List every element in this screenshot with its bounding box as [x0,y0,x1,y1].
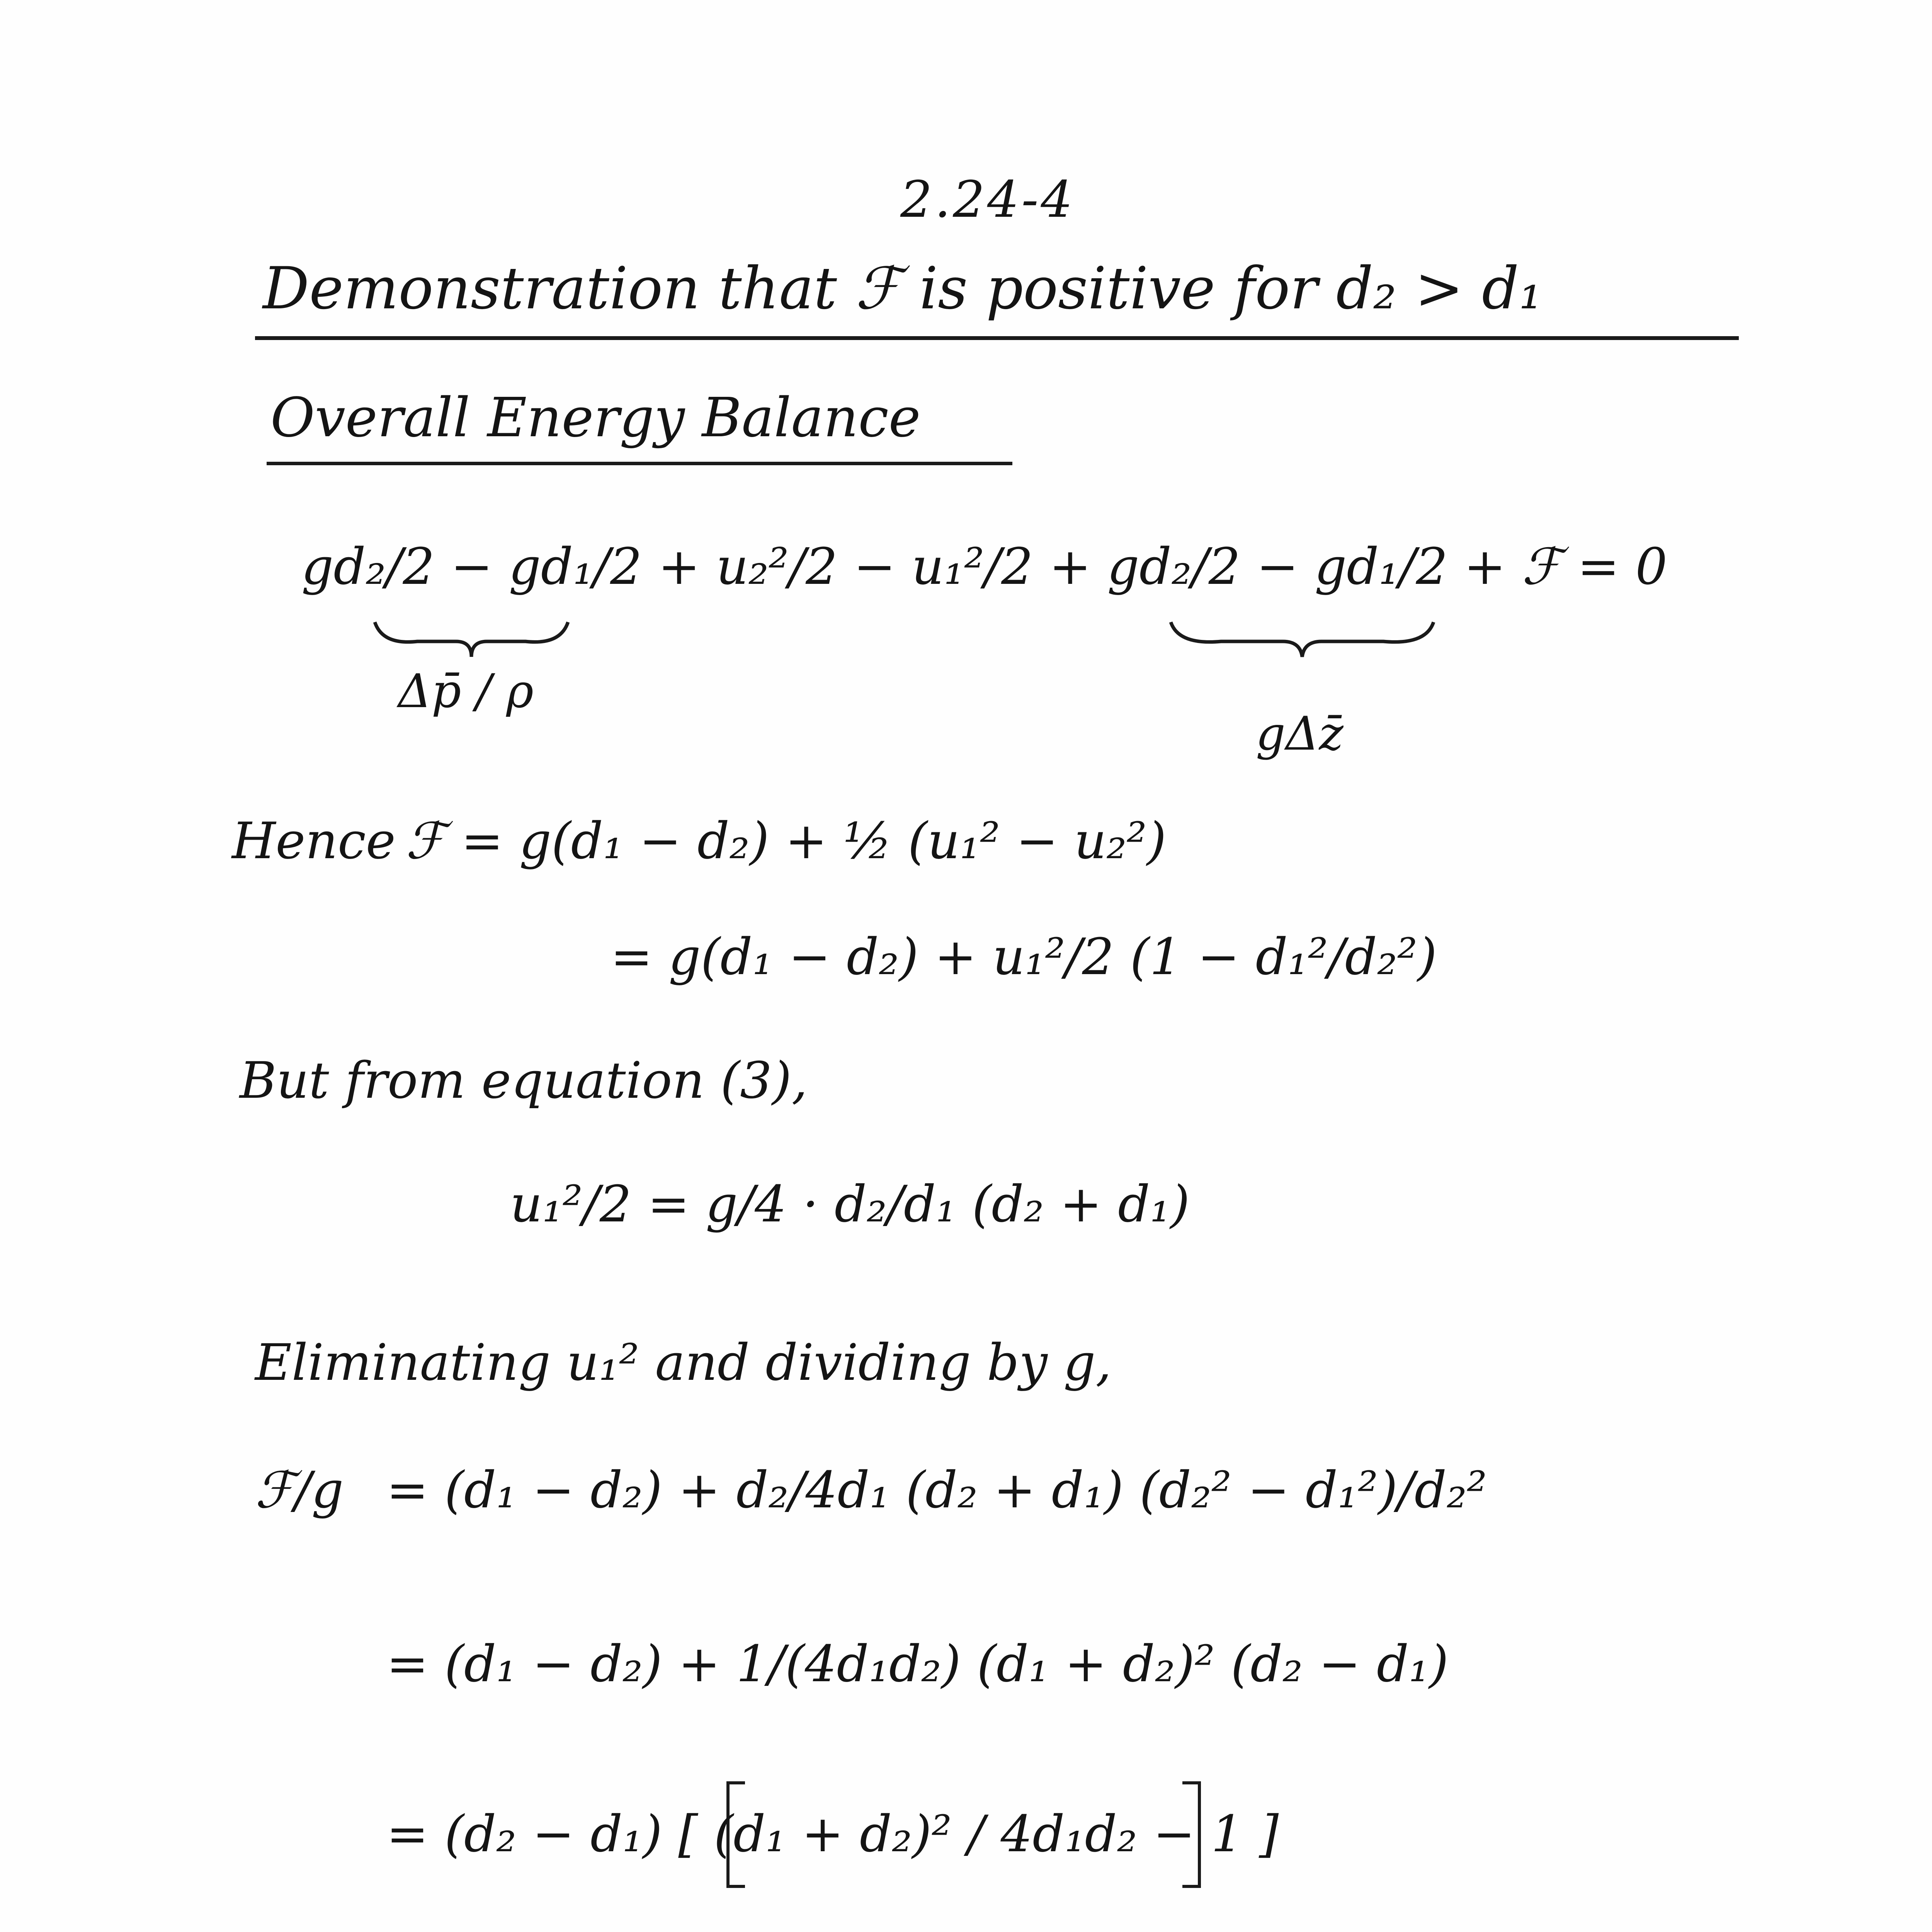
eliminating-text: Eliminating u₁² and dividing by g, [255,1333,1112,1392]
section-title: Demonstration that ℱ is positive for d₂ > d₁ [263,255,1543,322]
brace-right [1167,614,1437,661]
title-underline [255,336,1739,340]
from-equation-text: But from equation (3), [240,1051,808,1110]
hence-line-2: = g(d₁ − d₂) + u₁²/2 (1 − d₁²/d₂²) [611,927,1437,986]
hence-line-1: ℱ = g(d₁ − d₂) + ½ (u₁² − u₂²) [406,811,1167,870]
eliminating-line-3: = (d₂ − d₁) [ (d₁ + d₂)² / 4d₁d₂ − 1 ] [386,1804,1279,1863]
brace-left-label: Δp̄ / ρ [398,665,534,718]
eliminating-line-1: = (d₁ − d₂) + d₂/4d₁ (d₂ + d₁) (d₂² − d₁²)/d₂² [386,1461,1487,1519]
section-subtitle: Overall Energy Balance [270,386,921,449]
right-square-bracket [1182,1781,1201,1888]
hence-label: Hence [232,811,396,870]
subtitle-underline [267,462,1012,465]
brace-left [371,614,572,661]
eliminating-line-2: = (d₁ − d₂) + 1/(4d₁d₂) (d₁ + d₂)² (d₂ − d₁) [386,1634,1449,1693]
page-reference: 2.24-4 [900,170,1075,229]
equation-3-substitution: u₁²/2 = g/4 · d₂/d₁ (d₂ + d₁) [510,1175,1190,1233]
brace-right-label: gΔz̄ [1256,707,1344,761]
f-over-g-lhs: ℱ/g [255,1461,344,1519]
energy-balance-equation: gd₂/2 − gd₁/2 + u₂²/2 − u₁²/2 + gd₂/2 − gd₁/2 + ℱ = 0 [301,537,1668,596]
